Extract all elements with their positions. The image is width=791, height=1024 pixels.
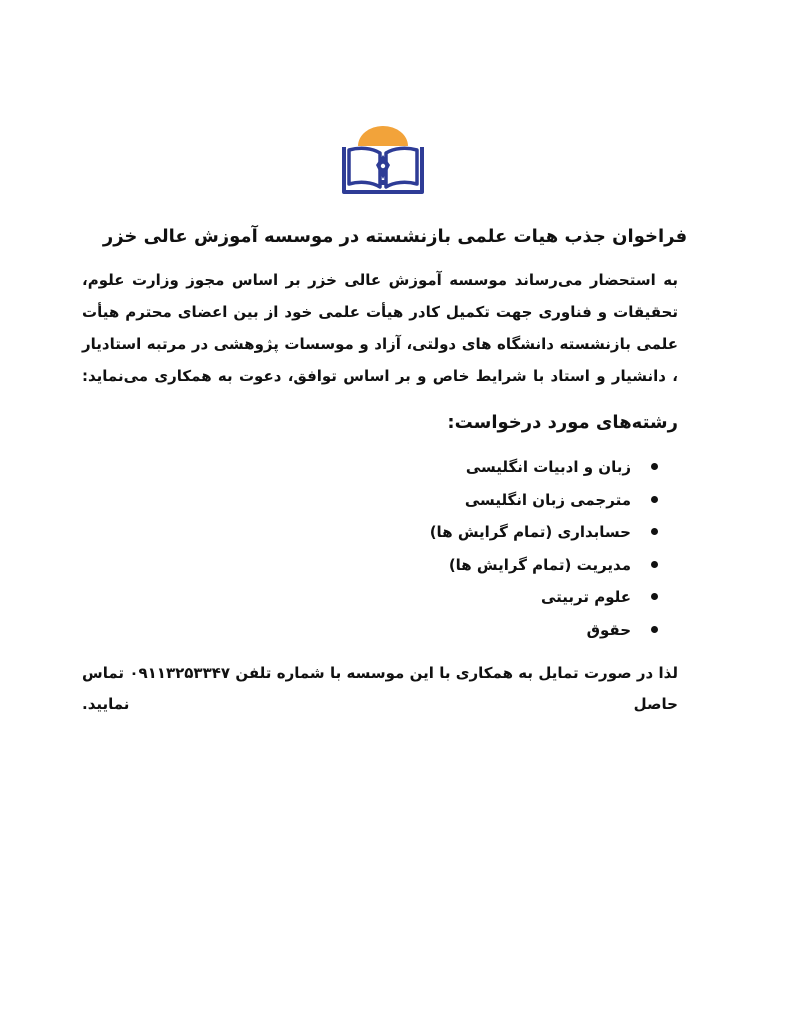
bullet-icon	[651, 593, 658, 600]
bullet-icon	[651, 561, 658, 568]
list-item	[200, 581, 658, 614]
list-item-label: حسابداری (تمام گرایش ها)	[429, 523, 631, 541]
list-item-label: مترجمی زبان انگلیسی	[464, 490, 631, 509]
fields-list	[200, 451, 658, 646]
bullet-icon	[651, 626, 658, 633]
institute-logo-icon	[336, 126, 430, 198]
intro-paragraph: به استحضار می‌رساند موسسه آموزش عالی خزر بر اساس مجوز وزارت علوم، تحقیقات و فناوری جهت تکمیل کادر هیأت علمی خود از بین اعضای محترم هیأت علمی بازنشسته دانشگاه های دولتی، آزاد و موسسات پژوهشی در مرتبه استادیار ، دانشیار و استاد با شرایط خاص و بر اساس توافق، دعوت به همکاری می‌نماید:	[82, 271, 678, 385]
bullet-icon	[651, 496, 658, 503]
list-item	[200, 516, 658, 549]
list-item-label: زبان و ادبیات انگلیسی	[465, 458, 631, 476]
list-item	[200, 549, 658, 582]
bullet-icon	[651, 463, 658, 470]
list-item	[200, 614, 658, 647]
page-title: فراخوان جذب هیات علمی بازنشسته در موسسه آموزش عالی خزر	[102, 226, 688, 247]
list-item-label: حقوق	[586, 620, 631, 639]
fields-heading: رشته‌های مورد درخواست:	[447, 412, 678, 433]
list-item	[200, 451, 658, 484]
bullet-icon	[651, 528, 658, 535]
list-item-label: مدیریت (تمام گرایش ها)	[448, 555, 631, 574]
list-item-label: علوم تربیتی	[540, 588, 631, 606]
list-item	[200, 484, 658, 517]
contact-paragraph: لذا در صورت تمایل به همکاری با این موسسه با شماره تلفن ۰۹۱۱۳۲۵۳۳۴۷ تماس حاصل نمایید.	[82, 664, 678, 713]
